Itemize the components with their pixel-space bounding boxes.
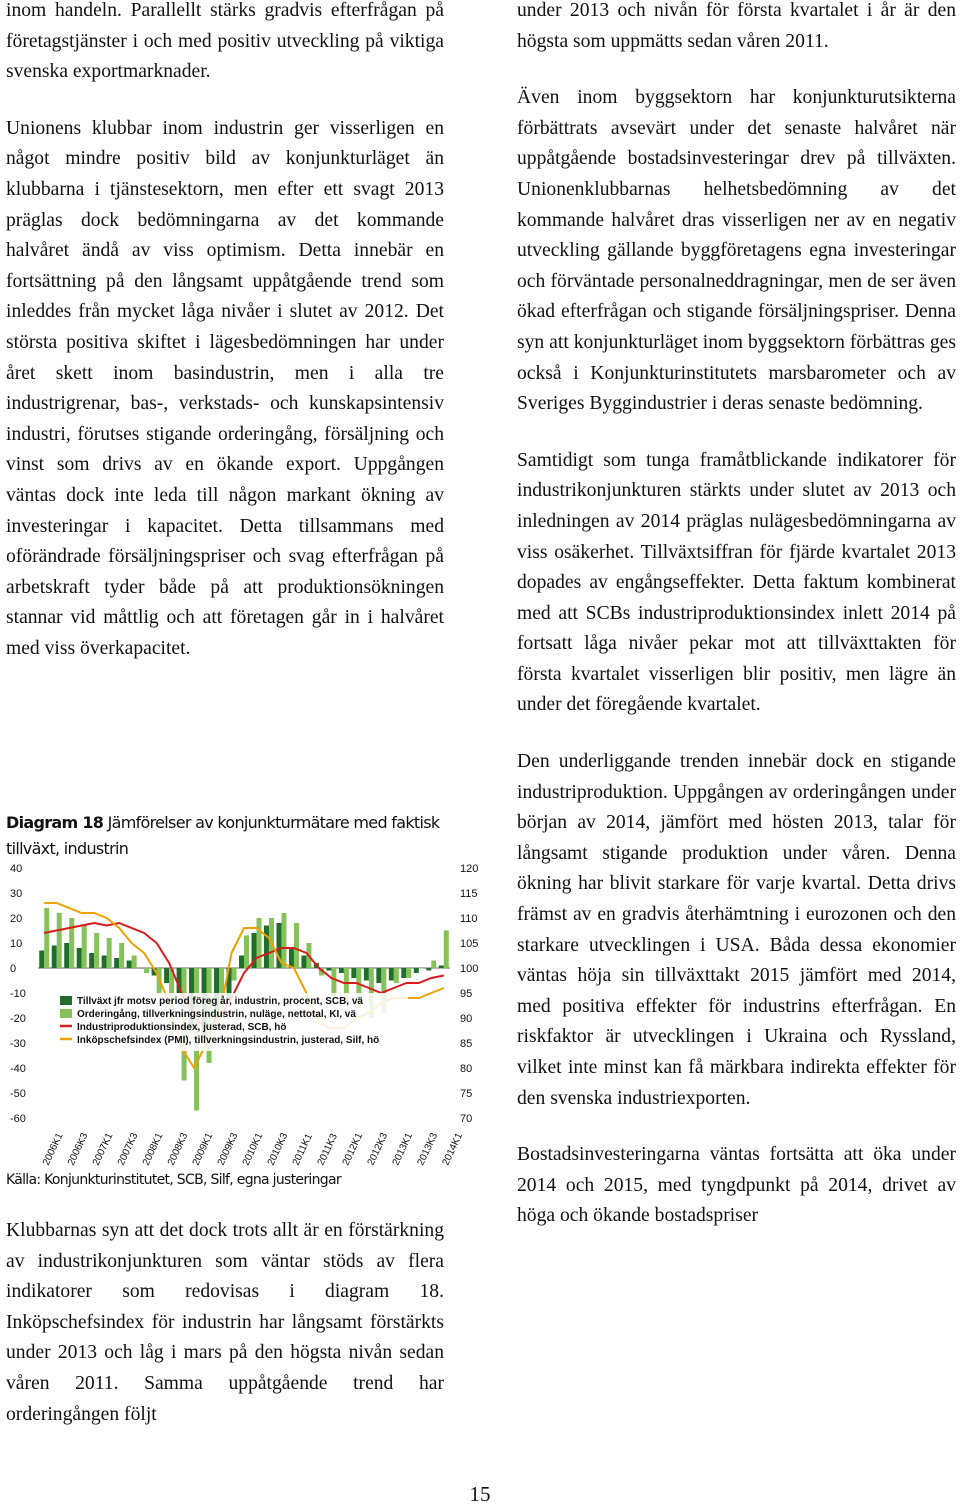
x-tick-label: 2007K1 — [90, 1131, 116, 1168]
bar-growth — [439, 966, 444, 969]
paragraph: Även inom byggsektorn har konjunkturutsikterna förbättrats avsevärt under det senaste halvåret när uppåtgående bostadsinvesteringar drev på tillväxten. Unionenklubbarnas helhetsbedömning av det kommande halvåret dras visserligen ner av en negativ utveckling gällande byggföretagens egna investeringar och förväntade personalneddragningar, men de ser även ökad efterfrågan och stigande försäljningspriser. Denna syn att konjunkturläget inom byggsektorn förbättras ges också i Konjunkturinstitutets marsbarometer och av Sveriges Byggindustrier i deras senaste bedömning. — [517, 87, 956, 415]
legend-swatch — [60, 1009, 72, 1018]
y-right-tick-label: 90 — [460, 1013, 473, 1025]
bar-orders — [444, 931, 449, 969]
x-tick-label: 2012K1 — [340, 1131, 366, 1168]
bar-growth — [239, 956, 244, 969]
y-left-tick-label: -50 — [10, 1088, 26, 1100]
y-right-tick-label: 75 — [460, 1088, 473, 1100]
bar-growth — [264, 926, 269, 969]
bar-orders — [244, 936, 249, 969]
bar-orders — [394, 968, 399, 983]
bar-orders — [57, 913, 62, 968]
paragraph: inom handeln. Parallellt stärks gradvis efterfrågan på företagstjänster i och med positiv utveckling på viktiga svenska exportmarknader. — [6, 0, 444, 83]
bar-orders — [281, 913, 286, 968]
bar-orders — [119, 943, 124, 968]
bar-growth — [376, 968, 381, 983]
bar-orders — [44, 908, 49, 968]
chart-title: Jämförelser av konjunkturmätare med faktisk tillväxt, industrin — [6, 813, 440, 858]
bar-growth — [289, 948, 294, 968]
bar-orders — [144, 968, 149, 973]
bar-growth — [102, 956, 107, 969]
legend-label: Orderingång, tillverkningsindustrin, nuläge, nettotal, KI, vä — [77, 1009, 356, 1020]
paragraph: under 2013 och nivån för första kvartalet i år är den högsta som uppmätts sedan våren 2011. — [517, 0, 956, 52]
bar-orders — [82, 926, 87, 969]
x-tick-label: 2007K3 — [115, 1131, 141, 1168]
bar-growth — [401, 968, 406, 978]
legend-swatch — [60, 996, 72, 1005]
y-right-tick-label: 120 — [460, 863, 479, 875]
chart — [0, 856, 490, 1172]
x-tick-label: 2008K1 — [140, 1131, 166, 1168]
page-number: 15 — [469, 1482, 491, 1506]
bar-growth — [127, 961, 132, 969]
legend-label: Tillväxt jfr motsv period föreg år, industrin, procent, SCB, vä — [77, 996, 363, 1007]
y-left-tick-label: 20 — [10, 913, 23, 925]
bar-growth — [301, 956, 306, 969]
bar-growth — [389, 968, 394, 981]
bar-orders — [232, 968, 237, 981]
chart-source: Källa: Konjunkturinstitutet, SCB, Silf, egna justeringar — [6, 1172, 341, 1188]
x-tick-label: 2010K3 — [265, 1131, 291, 1168]
bar-growth — [351, 968, 356, 978]
bar-orders — [69, 918, 74, 968]
bar-growth — [414, 968, 419, 973]
bar-growth — [339, 968, 344, 973]
y-right-tick-label: 105 — [460, 938, 479, 950]
x-tick-label: 2010K1 — [240, 1131, 266, 1168]
y-right-tick-label: 80 — [460, 1063, 473, 1075]
bar-growth — [89, 953, 94, 968]
x-tick-label: 2011K3 — [315, 1132, 340, 1168]
x-tick-label: 2009K3 — [215, 1131, 241, 1168]
bar-growth — [364, 968, 369, 981]
bar-growth — [114, 958, 119, 968]
y-left-tick-label: -30 — [10, 1038, 26, 1050]
bar-growth — [77, 948, 82, 968]
y-left-tick-label: 30 — [10, 888, 23, 900]
left-column — [6, 0, 444, 664]
y-left-tick-label: 10 — [10, 938, 23, 950]
paragraph: Samtidigt som tunga framåtblickande indikatorer för industrikonjunkturen stärkts under slutet av 2013 och inledningen av 2014 präglas nulägesbedömningarna av viss osäkerhet. Tillväxtsiffran för fjärde kvartalet 2013 dopades av engångseffekter. Detta faktum kombinerat med att SCBs industriproduktionsindex inlett 2014 på fortsatt låga nivåer pekar mot att tillväxttakten för första kvartalet visserligen blir positiv, men lägre än under det föregående kvartalet. — [517, 449, 956, 716]
x-tick-label: 2012K3 — [365, 1131, 391, 1168]
x-tick-label: 2011K1 — [290, 1132, 315, 1168]
y-left-tick-label: -10 — [10, 988, 26, 1000]
left-column-continued — [6, 1216, 444, 1430]
y-right-tick-label: 100 — [460, 963, 479, 975]
bar-growth — [139, 968, 144, 969]
bar-orders — [419, 968, 424, 969]
x-tick-label: 2008K3 — [165, 1131, 191, 1168]
bar-orders — [406, 968, 411, 978]
chart-caption — [6, 810, 444, 862]
bar-growth — [64, 943, 69, 968]
y-left-tick-label: -40 — [10, 1063, 26, 1075]
right-column — [517, 0, 956, 1232]
bar-growth — [426, 968, 431, 971]
y-right-tick-label: 115 — [460, 888, 478, 900]
bar-growth — [52, 946, 57, 969]
bar-growth — [164, 968, 169, 983]
legend-label: Inköpschefsindex (PMI), tillverkningsindustrin, justerad, Silf, hö — [77, 1035, 380, 1046]
bar-growth — [326, 968, 331, 971]
x-tick-label: 2009K1 — [190, 1131, 216, 1168]
y-right-tick-label: 95 — [460, 988, 473, 1000]
x-tick-label: 2013K3 — [415, 1131, 441, 1168]
paragraph: Bostadsinvesteringarna väntas fortsätta att öka under 2014 och 2015, med tyngdpunkt på 2014, drivet av höga och ökande bostadspriser — [517, 1144, 956, 1227]
y-right-tick-label: 110 — [460, 913, 478, 925]
bar-orders — [94, 933, 99, 968]
bar-orders — [107, 938, 112, 968]
y-left-tick-label: -20 — [10, 1013, 26, 1025]
bar-growth — [39, 951, 44, 969]
chart-label: Diagram 18 — [6, 813, 104, 832]
x-tick-label: 2013K1 — [390, 1131, 416, 1168]
y-right-tick-label: 85 — [460, 1038, 473, 1050]
paragraph: Klubbarnas syn att det dock trots allt är en förstärkning av industrikonjunkturen som väntar stöds av flera indikatorer som redovisas i diagram 18. Inköpschefsindex för industrin har långsamt förstärkts under 2013 och låg i mars på den högsta nivån sedan våren 2011. Samma uppåtgående trend har orderingången följt — [6, 1220, 444, 1425]
y-left-tick-label: 0 — [10, 963, 17, 975]
x-tick-label: 2006K3 — [65, 1131, 91, 1168]
bar-orders — [256, 918, 261, 968]
bar-orders — [132, 956, 137, 969]
y-left-tick-label: -60 — [10, 1113, 26, 1125]
x-tick-label: 2006K1 — [40, 1131, 66, 1168]
x-tick-label: 2014K1 — [440, 1131, 466, 1168]
y-left-tick-label: 40 — [10, 863, 23, 875]
bar-orders — [294, 923, 299, 968]
bar-orders — [431, 961, 436, 969]
paragraph: Den underliggande trenden innebär dock en stigande industriproduktion. Uppgången av orderingången under början av 2014, jämfört med hösten 2013, talar för långsamt stigande produktion under våren. Denna ökning har blivit starkare för varje kvartal. Detta drivs främst av en gradvis återhämtning i eurozonen och den starkare utvecklingen i USA. Båda dessa ekonomier väntas höja sin tillväxttakt 2015 jämfört med 2014, med positiva effekter för industrins efterfrågan. En riskfaktor är utvecklingen i Ukraina och Ryssland, vilket inte minst kan få märkbara indirekta effekter för den svenska industriexporten. — [517, 751, 956, 1109]
y-right-tick-label: 70 — [460, 1113, 473, 1125]
legend-label: Industriproduktionsindex, justerad, SCB, hö — [77, 1022, 287, 1033]
paragraph: Unionens klubbar inom industrin ger visserligen en något mindre positiv bild av konjunkturläget än klubbarna i tjänstesektorn, men efter ett svagt 2013 präglas dock bedömningarna av det kommande halvåret ändå av viss optimism. Detta innebär en fortsättning på den långsamt uppåtgående trend som inleddes från mycket låga nivåer i slutet av 2012. Det största positiva skiftet i lägesbedömningen har under året skett inom basindustrin, men i alla tre industrigrenar, bas-, verkstads- och kunskapsintensiv industri, förutses stigande orderingång, försäljning och vinst som drivs av en ökande export. Uppgången väntas dock inte leda till någon markant ökning av investeringar i kapacitet. Detta tillsammans med oförändrade försäljningspriser och svag efterfrågan på arbetskraft tyder både på att produktionsökningen stannar vid måttlig och att företagen går in i halvåret med viss överkapacitet. — [6, 117, 444, 659]
